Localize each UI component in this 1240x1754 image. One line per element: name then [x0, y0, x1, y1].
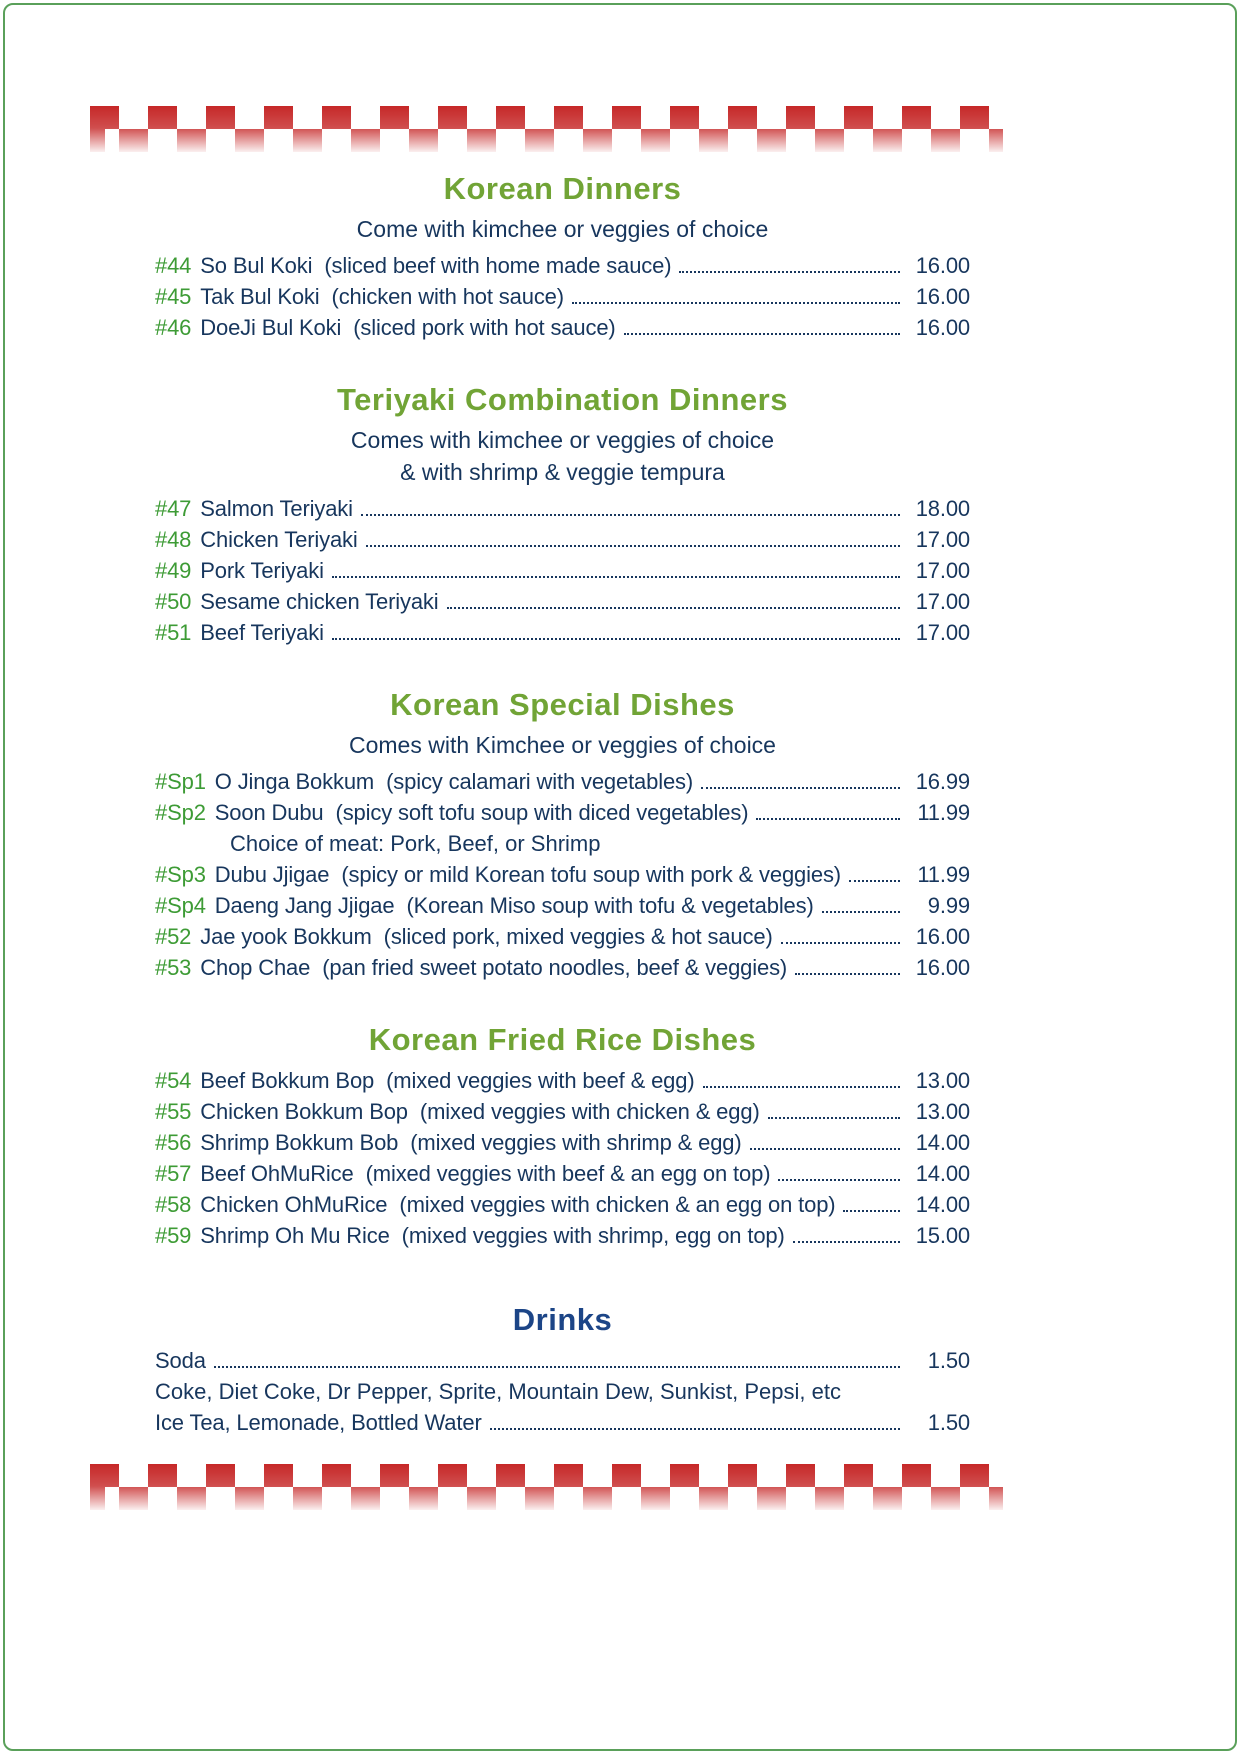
item-name: Beef OhMuRice [200, 1161, 354, 1186]
item-note: Coke, Diet Coke, Dr Pepper, Sprite, Mountain Dew, Sunkist, Pepsi, etc [155, 1379, 841, 1404]
menu-section-drinks [155, 1301, 970, 1438]
item-price: 17.00 [915, 620, 970, 645]
item-name: Soon Dubu [214, 800, 324, 825]
section-title: Korean Special Dishes [390, 687, 735, 722]
item-number: #58 [155, 1192, 192, 1217]
item-desc: (spicy calamari with vegetables) [386, 769, 694, 794]
dots-leader [750, 1148, 900, 1150]
item-price: 17.00 [915, 558, 970, 583]
item-desc: (mixed veggies with beef & egg) [386, 1068, 695, 1093]
item-price: 18.00 [915, 496, 970, 521]
item-number: #56 [155, 1130, 192, 1155]
dots-leader [572, 302, 900, 304]
menu-item-row [155, 921, 970, 952]
dots-leader [849, 880, 900, 882]
item-desc: (chicken with hot sauce) [331, 284, 564, 309]
section-subtitle: & with shrimp & veggie tempura [400, 459, 725, 485]
menu-item-row [155, 555, 970, 586]
section-subtitle: Come with kimchee or veggies of choice [356, 216, 769, 242]
item-number: #53 [155, 955, 192, 980]
item-name: Shrimp Oh Mu Rice [200, 1223, 390, 1248]
menu-section-korean-fried-rice-dishes [155, 1021, 970, 1251]
item-number: #Sp2 [155, 800, 206, 825]
item-number: #Sp3 [155, 862, 206, 887]
checker-row [90, 129, 1003, 152]
item-name: DoeJi Bul Koki [200, 315, 342, 340]
item-note: Choice of meat: Pork, Beef, or Shrimp [230, 831, 601, 856]
item-price: 11.99 [917, 800, 970, 825]
item-name: Chicken Bokkum Bop [200, 1099, 408, 1124]
item-desc: (spicy or mild Korean tofu soup with pork & veggies) [341, 862, 841, 887]
dots-leader [332, 576, 900, 578]
item-price: 16.00 [915, 924, 970, 949]
item-price: 13.00 [915, 1068, 970, 1093]
dots-leader [781, 942, 900, 944]
dots-leader [795, 973, 900, 975]
dots-leader [822, 911, 900, 913]
dots-leader [361, 514, 900, 516]
item-name: Salmon Teriyaki [200, 496, 353, 521]
item-name: So Bul Koki [200, 253, 313, 278]
item-name: Pork Teriyaki [200, 558, 324, 583]
menu-item-row [155, 250, 970, 281]
item-name: Jae yook Bokkum [200, 924, 372, 949]
menu-item-row [155, 1096, 970, 1127]
item-name: Shrimp Bokkum Bob [200, 1130, 399, 1155]
item-price: 16.99 [915, 769, 970, 794]
item-name: Dubu Jjigae [214, 862, 330, 887]
dots-leader [768, 1117, 900, 1119]
item-name: Tak Bul Koki [200, 284, 320, 309]
item-desc: (mixed veggies with shrimp, egg on top) [401, 1223, 785, 1248]
item-price: 14.00 [915, 1130, 970, 1155]
dots-leader [778, 1179, 900, 1181]
item-price: 16.00 [915, 253, 970, 278]
dots-leader [447, 607, 900, 609]
checker-row [90, 106, 1003, 129]
dots-leader [843, 1210, 900, 1212]
menu-item-row [155, 493, 970, 524]
item-number: #48 [155, 527, 192, 552]
item-number: #55 [155, 1099, 192, 1124]
dots-leader [624, 333, 900, 335]
item-number: #49 [155, 558, 192, 583]
item-name: Chicken Teriyaki [200, 527, 358, 552]
item-number: #44 [155, 253, 192, 278]
section-title: Korean Fried Rice Dishes [368, 1022, 757, 1057]
section-subtitle: Comes with Kimchee or veggies of choice [349, 732, 776, 758]
item-price: 17.00 [915, 589, 970, 614]
item-name: Sesame chicken Teriyaki [200, 589, 439, 614]
item-desc: (sliced pork with hot sauce) [353, 315, 616, 340]
checker-row [90, 1464, 1003, 1487]
item-number: #Sp4 [155, 893, 206, 918]
dots-leader [756, 818, 900, 820]
menu-item-row [155, 1189, 970, 1220]
item-name: Ice Tea, Lemonade, Bottled Water [155, 1410, 482, 1435]
checker-border-bottom [90, 1464, 1003, 1510]
item-price: 16.00 [915, 284, 970, 309]
item-name: Daeng Jang Jjigae [214, 893, 395, 918]
item-number: #57 [155, 1161, 192, 1186]
item-name: Soda [155, 1348, 206, 1373]
dots-leader [490, 1428, 900, 1430]
item-price: 14.00 [915, 1192, 970, 1217]
item-name: Beef Bokkum Bop [200, 1068, 375, 1093]
item-desc: (mixed veggies with beef & an egg on top) [365, 1161, 771, 1186]
item-desc: (mixed veggies with chicken & egg) [419, 1099, 760, 1124]
item-number: #Sp1 [155, 769, 206, 794]
item-number: #46 [155, 315, 192, 340]
section-title: Drinks [512, 1302, 613, 1337]
menu-item-row [155, 524, 970, 555]
dots-leader [701, 787, 900, 789]
menu-section-teriyaki-combination-dinners [155, 381, 970, 648]
menu-item-row [155, 1220, 970, 1251]
dots-leader [214, 1366, 900, 1368]
item-price: 14.00 [915, 1161, 970, 1186]
item-number: #54 [155, 1068, 192, 1093]
item-price: 17.00 [915, 527, 970, 552]
menu-content [155, 170, 970, 1438]
menu-item-row [155, 1407, 970, 1438]
item-number: #47 [155, 496, 192, 521]
item-number: #45 [155, 284, 192, 309]
item-price: 13.00 [915, 1099, 970, 1124]
menu-item-row [155, 617, 970, 648]
menu-item-row [155, 859, 970, 890]
item-price: 1.50 [927, 1410, 970, 1435]
menu-item-row [155, 1065, 970, 1096]
item-desc: (Korean Miso soup with tofu & vegetables) [406, 893, 814, 918]
item-name: Chicken OhMuRice [200, 1192, 388, 1217]
section-title: Teriyaki Combination Dinners [337, 382, 788, 417]
item-desc: (mixed veggies with shrimp & egg) [410, 1130, 742, 1155]
dots-leader [703, 1086, 900, 1088]
section-subtitle: Comes with kimchee or veggies of choice [350, 427, 775, 453]
item-price: 9.99 [927, 893, 970, 918]
menu-item-row [155, 1158, 970, 1189]
menu-item-row [155, 952, 970, 983]
item-desc: (spicy soft tofu soup with diced vegetables) [335, 800, 749, 825]
item-price: 16.00 [915, 955, 970, 980]
menu-item-row [155, 890, 970, 921]
item-number: #52 [155, 924, 192, 949]
item-number: #51 [155, 620, 192, 645]
item-desc: (mixed veggies with chicken & an egg on top) [399, 1192, 836, 1217]
menu-section-korean-dinners [155, 170, 970, 343]
item-number: #59 [155, 1223, 192, 1248]
item-desc: (sliced beef with home made sauce) [324, 253, 672, 278]
menu-item-row [155, 1127, 970, 1158]
menu-item-row [155, 281, 970, 312]
dots-leader [366, 545, 900, 547]
section-title: Korean Dinners [443, 171, 682, 206]
item-price: 1.50 [927, 1348, 970, 1373]
dots-leader [332, 638, 900, 640]
menu-section-korean-special-dishes [155, 686, 970, 983]
menu-item-row [155, 586, 970, 617]
item-number: #50 [155, 589, 192, 614]
item-name: Chop Chae [200, 955, 311, 980]
item-price: 15.00 [915, 1223, 970, 1248]
checker-row [90, 1487, 1003, 1510]
dots-leader [793, 1241, 900, 1243]
item-price: 16.00 [915, 315, 970, 340]
menu-item-row [155, 797, 970, 828]
checker-border-top [90, 106, 1003, 152]
item-name: O Jinga Bokkum [214, 769, 375, 794]
item-name: Beef Teriyaki [200, 620, 324, 645]
menu-item-row [155, 1345, 970, 1376]
dots-leader [679, 271, 900, 273]
item-desc: (pan fried sweet potato noodles, beef & veggies) [322, 955, 788, 980]
menu-item-row [155, 312, 970, 343]
menu-item-row [155, 766, 970, 797]
item-price: 11.99 [917, 862, 970, 887]
item-desc: (sliced pork, mixed veggies & hot sauce) [383, 924, 773, 949]
